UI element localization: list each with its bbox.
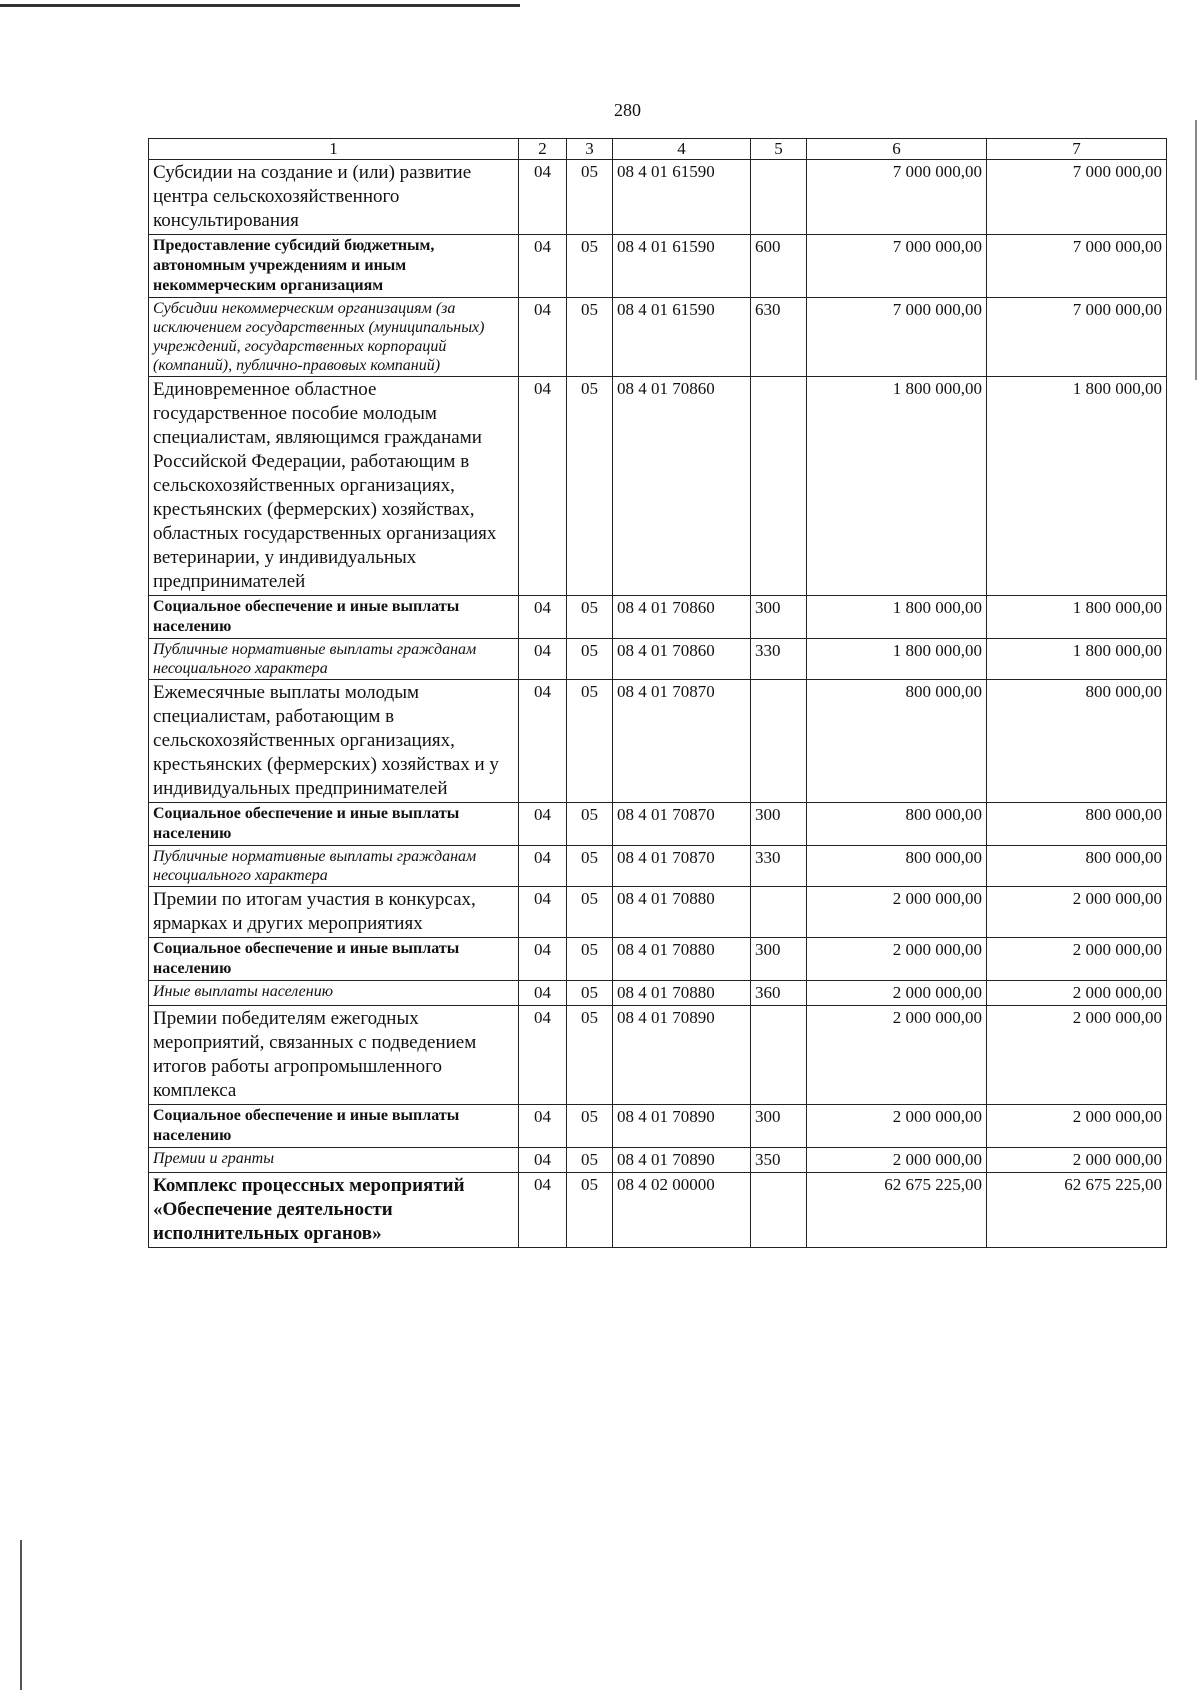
table-row (149, 160, 1167, 235)
row-target-article-code: 08 4 01 70880 (613, 938, 751, 981)
row-amount-col6: 2 000 000,00 (807, 1148, 987, 1173)
table-body (149, 160, 1167, 1248)
row-amount-col6: 2 000 000,00 (807, 1006, 987, 1105)
page-number: 280 (614, 100, 641, 120)
row-section-code: 04 (519, 846, 567, 887)
row-expense-type-code (751, 377, 807, 596)
row-expense-type-code: 330 (751, 846, 807, 887)
row-target-article-code: 08 4 01 70890 (613, 1148, 751, 1173)
column-number-1: 1 (149, 139, 519, 160)
row-amount-col7: 2 000 000,00 (987, 938, 1167, 981)
row-amount-col7: 2 000 000,00 (987, 887, 1167, 938)
row-amount-col7: 2 000 000,00 (987, 981, 1167, 1006)
row-section-code: 04 (519, 639, 567, 680)
row-section-code: 04 (519, 680, 567, 803)
row-expense-type-code: 300 (751, 938, 807, 981)
row-section-code: 04 (519, 887, 567, 938)
row-name: Социальное обеспечение и иные выплаты населению (149, 938, 519, 981)
row-name: Иные выплаты населению (149, 981, 519, 1006)
row-section-code: 04 (519, 1006, 567, 1105)
column-number-6: 6 (807, 139, 987, 160)
row-expense-type-code: 330 (751, 639, 807, 680)
row-expense-type-code: 300 (751, 1105, 807, 1148)
row-amount-col7: 800 000,00 (987, 803, 1167, 846)
row-amount-col6: 2 000 000,00 (807, 938, 987, 981)
row-section-code: 04 (519, 235, 567, 298)
row-section-code: 04 (519, 1148, 567, 1173)
row-amount-col7: 2 000 000,00 (987, 1148, 1167, 1173)
row-section-code: 04 (519, 1105, 567, 1148)
table-row (149, 377, 1167, 596)
budget-table (148, 138, 1167, 1248)
column-number-4: 4 (613, 139, 751, 160)
row-subsection-code: 05 (567, 235, 613, 298)
row-amount-col6: 2 000 000,00 (807, 1105, 987, 1148)
row-amount-col7: 1 800 000,00 (987, 639, 1167, 680)
row-target-article-code: 08 4 01 70880 (613, 887, 751, 938)
row-amount-col7: 62 675 225,00 (987, 1173, 1167, 1248)
row-amount-col7: 800 000,00 (987, 846, 1167, 887)
row-name: Публичные нормативные выплаты гражданам несоциального характера (149, 639, 519, 680)
column-number-row (149, 139, 1167, 160)
row-name: Социальное обеспечение и иные выплаты населению (149, 1105, 519, 1148)
row-section-code: 04 (519, 803, 567, 846)
table-row (149, 887, 1167, 938)
row-section-code: 04 (519, 938, 567, 981)
column-number-7: 7 (987, 139, 1167, 160)
row-target-article-code: 08 4 01 70860 (613, 596, 751, 639)
row-name: Публичные нормативные выплаты гражданам несоциального характера (149, 846, 519, 887)
row-expense-type-code (751, 1006, 807, 1105)
row-amount-col6: 2 000 000,00 (807, 981, 987, 1006)
row-target-article-code: 08 4 01 61590 (613, 298, 751, 377)
row-subsection-code: 05 (567, 680, 613, 803)
row-name: Единовременное областное государственное пособие молодым специалистам, являющимся гражданами Российской Федерации, работающим в сельскохозяйственных организациях, крестьянских (фермерских) хозяйствах, областных государственных организациях ветеринарии, у индивидуальных предпринимателей (149, 377, 519, 596)
row-subsection-code: 05 (567, 1105, 613, 1148)
row-name: Премии победителям ежегодных мероприятий, связанных с подведением итогов работы агропромышленного комплекса (149, 1006, 519, 1105)
row-amount-col6: 800 000,00 (807, 680, 987, 803)
row-target-article-code: 08 4 01 70870 (613, 680, 751, 803)
row-subsection-code: 05 (567, 887, 613, 938)
row-name: Субсидии некоммерческим организациям (за исключением государственных (муниципальных) учреждений, государственных корпораций (компаний), публично-правовых компаний) (149, 298, 519, 377)
row-section-code: 04 (519, 1173, 567, 1248)
row-target-article-code: 08 4 01 61590 (613, 160, 751, 235)
table-row (149, 938, 1167, 981)
table-row (149, 1173, 1167, 1248)
row-expense-type-code: 630 (751, 298, 807, 377)
scan-artifact-left-edge (20, 1540, 22, 1690)
row-target-article-code: 08 4 01 70860 (613, 639, 751, 680)
row-section-code: 04 (519, 377, 567, 596)
row-name: Премии по итогам участия в конкурсах, ярмарках и других мероприятиях (149, 887, 519, 938)
row-amount-col6: 7 000 000,00 (807, 160, 987, 235)
row-amount-col6: 2 000 000,00 (807, 887, 987, 938)
row-name: Ежемесячные выплаты молодым специалистам, работающим в сельскохозяйственных организациях, крестьянских (фермерских) хозяйствах и у индивидуальных предпринимателей (149, 680, 519, 803)
row-expense-type-code (751, 1173, 807, 1248)
table-row (149, 803, 1167, 846)
row-target-article-code: 08 4 02 00000 (613, 1173, 751, 1248)
row-expense-type-code: 300 (751, 803, 807, 846)
row-target-article-code: 08 4 01 70870 (613, 803, 751, 846)
row-subsection-code: 05 (567, 377, 613, 596)
row-subsection-code: 05 (567, 1006, 613, 1105)
row-amount-col7: 1 800 000,00 (987, 596, 1167, 639)
row-amount-col6: 1 800 000,00 (807, 596, 987, 639)
table-row (149, 1006, 1167, 1105)
table-row (149, 680, 1167, 803)
row-target-article-code: 08 4 01 70870 (613, 846, 751, 887)
row-subsection-code: 05 (567, 1148, 613, 1173)
row-subsection-code: 05 (567, 160, 613, 235)
row-amount-col7: 7 000 000,00 (987, 298, 1167, 377)
column-number-2: 2 (519, 139, 567, 160)
table-row (149, 596, 1167, 639)
row-expense-type-code: 360 (751, 981, 807, 1006)
table-header (149, 139, 1167, 160)
row-expense-type-code: 300 (751, 596, 807, 639)
row-name: Социальное обеспечение и иные выплаты населению (149, 803, 519, 846)
row-target-article-code: 08 4 01 70890 (613, 1006, 751, 1105)
table-row (149, 639, 1167, 680)
row-section-code: 04 (519, 298, 567, 377)
row-amount-col6: 800 000,00 (807, 803, 987, 846)
row-subsection-code: 05 (567, 596, 613, 639)
row-name: Комплекс процессных мероприятий «Обеспечение деятельности исполнительных органов» (149, 1173, 519, 1248)
row-name: Премии и гранты (149, 1148, 519, 1173)
row-name: Предоставление субсидий бюджетным, автономным учреждениям и иным некоммерческим организациям (149, 235, 519, 298)
row-subsection-code: 05 (567, 803, 613, 846)
column-number-5: 5 (751, 139, 807, 160)
row-section-code: 04 (519, 160, 567, 235)
table-row (149, 1105, 1167, 1148)
row-expense-type-code (751, 160, 807, 235)
row-section-code: 04 (519, 596, 567, 639)
row-amount-col6: 1 800 000,00 (807, 639, 987, 680)
row-target-article-code: 08 4 01 70890 (613, 1105, 751, 1148)
row-amount-col6: 1 800 000,00 (807, 377, 987, 596)
row-amount-col7: 7 000 000,00 (987, 160, 1167, 235)
row-section-code: 04 (519, 981, 567, 1006)
row-subsection-code: 05 (567, 1173, 613, 1248)
row-amount-col6: 7 000 000,00 (807, 298, 987, 377)
row-expense-type-code: 350 (751, 1148, 807, 1173)
row-expense-type-code: 600 (751, 235, 807, 298)
row-subsection-code: 05 (567, 981, 613, 1006)
row-expense-type-code (751, 887, 807, 938)
row-subsection-code: 05 (567, 639, 613, 680)
scan-artifact-right-edge (1195, 120, 1197, 380)
row-name: Субсидии на создание и (или) развитие центра сельскохозяйственного консультирования (149, 160, 519, 235)
row-amount-col6: 62 675 225,00 (807, 1173, 987, 1248)
row-amount-col6: 800 000,00 (807, 846, 987, 887)
row-subsection-code: 05 (567, 298, 613, 377)
row-name: Социальное обеспечение и иные выплаты населению (149, 596, 519, 639)
table-row (149, 846, 1167, 887)
column-number-3: 3 (567, 139, 613, 160)
row-expense-type-code (751, 680, 807, 803)
table-row (149, 298, 1167, 377)
row-target-article-code: 08 4 01 70860 (613, 377, 751, 596)
row-target-article-code: 08 4 01 61590 (613, 235, 751, 298)
table-row (149, 1148, 1167, 1173)
row-subsection-code: 05 (567, 938, 613, 981)
row-target-article-code: 08 4 01 70880 (613, 981, 751, 1006)
table-row (149, 235, 1167, 298)
table-row (149, 981, 1167, 1006)
row-subsection-code: 05 (567, 846, 613, 887)
row-amount-col7: 7 000 000,00 (987, 235, 1167, 298)
row-amount-col7: 1 800 000,00 (987, 377, 1167, 596)
row-amount-col7: 800 000,00 (987, 680, 1167, 803)
row-amount-col6: 7 000 000,00 (807, 235, 987, 298)
scan-artifact-top-line (0, 4, 520, 7)
row-amount-col7: 2 000 000,00 (987, 1006, 1167, 1105)
row-amount-col7: 2 000 000,00 (987, 1105, 1167, 1148)
